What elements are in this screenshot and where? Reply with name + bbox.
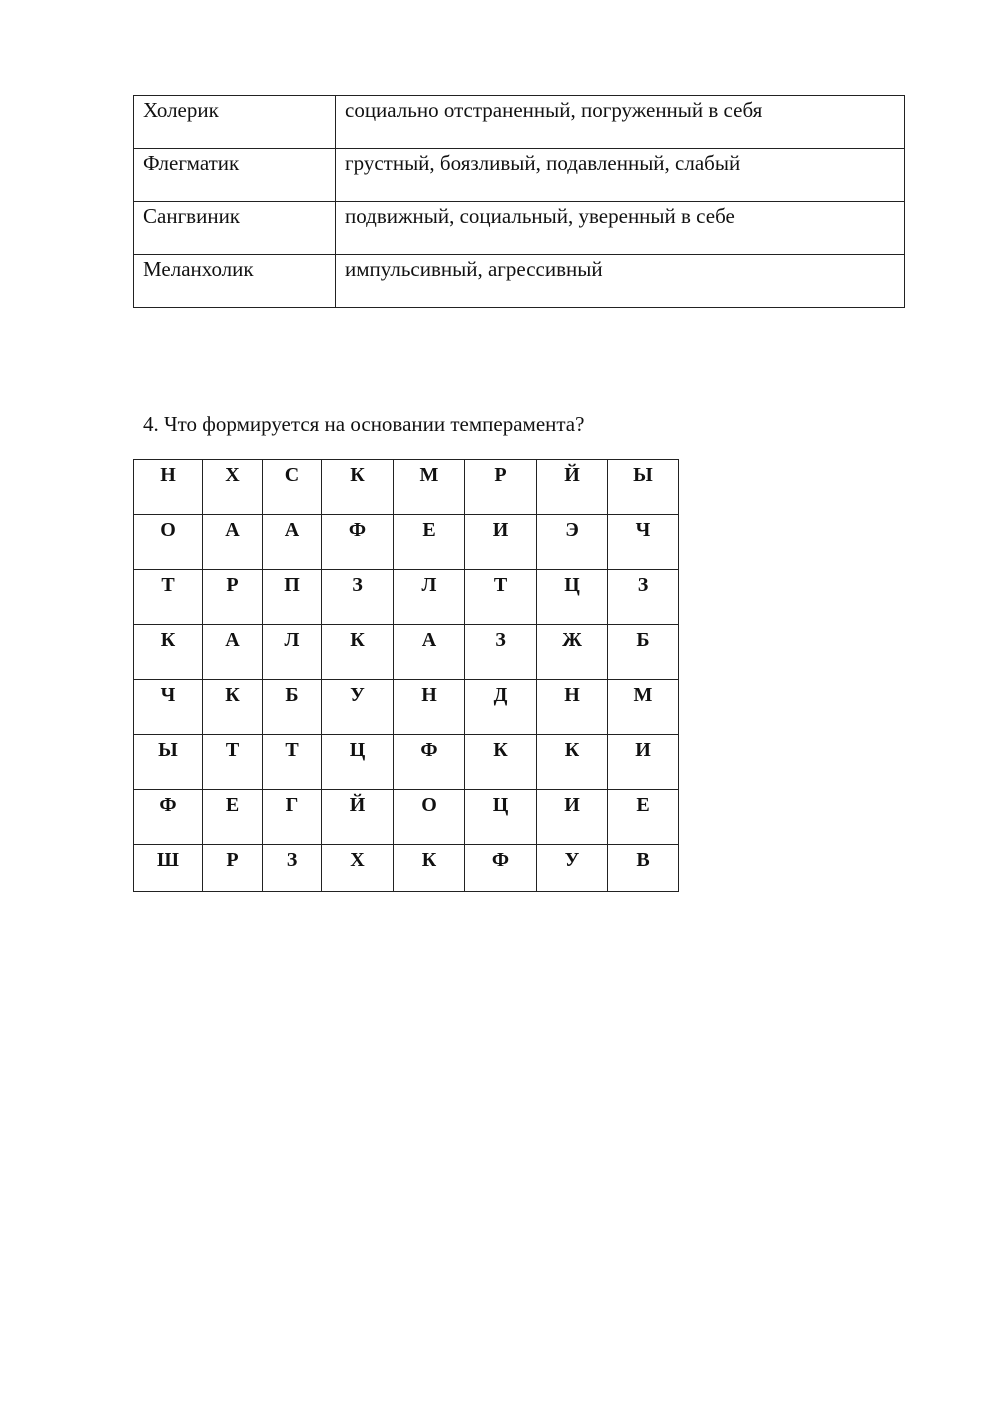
grid-letter-cell[interactable] — [608, 735, 679, 790]
table-row — [134, 202, 905, 255]
grid-letter: Д — [493, 684, 508, 706]
grid-row — [134, 735, 679, 790]
grid-letter-cell[interactable] — [203, 790, 263, 845]
grid-letter: А — [284, 519, 300, 541]
grid-letter-cell[interactable] — [608, 570, 679, 625]
grid-letter: У — [564, 849, 580, 871]
grid-letter-cell[interactable] — [134, 625, 203, 680]
grid-letter-cell[interactable] — [322, 625, 394, 680]
grid-letter-cell[interactable] — [134, 570, 203, 625]
grid-letter: Р — [226, 849, 239, 871]
grid-letter-cell[interactable] — [394, 515, 465, 570]
grid-letter-cell[interactable] — [263, 515, 322, 570]
grid-letter: Ш — [157, 849, 179, 871]
grid-letter-cell[interactable] — [465, 570, 537, 625]
grid-letter-cell[interactable] — [263, 790, 322, 845]
grid-letter: К — [160, 629, 176, 651]
grid-letter: О — [421, 794, 437, 816]
grid-letter: К — [225, 684, 240, 706]
grid-letter-cell[interactable] — [322, 570, 394, 625]
grid-letter: К — [421, 849, 437, 871]
grid-letter-cell[interactable] — [263, 735, 322, 790]
grid-letter: К — [493, 739, 508, 761]
temperament-description-label: подвижный, социальный, уверенный в себе — [345, 204, 735, 228]
grid-letter-cell[interactable] — [394, 735, 465, 790]
grid-letter-cell[interactable] — [394, 790, 465, 845]
grid-letter-cell[interactable] — [322, 845, 394, 892]
grid-letter-cell[interactable] — [394, 460, 465, 515]
temperament-match-table — [133, 95, 905, 308]
grid-letter: Л — [421, 574, 437, 596]
grid-letter-cell[interactable] — [394, 570, 465, 625]
grid-letter: Х — [225, 464, 240, 486]
temperament-type-label: Холерик — [143, 98, 219, 122]
grid-letter-cell[interactable] — [203, 845, 263, 892]
grid-letter: В — [636, 849, 650, 871]
grid-letter: Ч — [635, 519, 651, 541]
table-row — [134, 96, 905, 149]
question-4-text: 4. Что формируется на основании темперамента? — [143, 412, 585, 436]
grid-letter: Б — [285, 684, 299, 706]
temperament-description-label: социально отстраненный, погруженный в себя — [345, 98, 763, 122]
grid-letter: Ф — [159, 794, 177, 816]
grid-letter-cell[interactable] — [465, 845, 537, 892]
grid-letter: П — [284, 574, 300, 596]
grid-letter-cell[interactable] — [537, 790, 608, 845]
grid-letter: К — [350, 464, 365, 486]
grid-letter-cell[interactable] — [465, 515, 537, 570]
grid-letter-cell[interactable] — [322, 515, 394, 570]
grid-letter-cell[interactable] — [537, 515, 608, 570]
grid-letter-cell[interactable] — [322, 680, 394, 735]
grid-letter-cell[interactable] — [537, 845, 608, 892]
grid-letter: Ф — [420, 739, 438, 761]
grid-letter-cell[interactable] — [134, 680, 203, 735]
grid-row — [134, 845, 679, 892]
temperament-description-label: импульсивный, агрессивный — [345, 257, 603, 281]
grid-row — [134, 460, 679, 515]
grid-letter-cell[interactable] — [263, 460, 322, 515]
grid-letter-cell[interactable] — [322, 460, 394, 515]
grid-letter: Н — [160, 464, 176, 486]
grid-letter-cell[interactable] — [394, 680, 465, 735]
grid-letter: И — [564, 794, 580, 816]
grid-letter-cell[interactable] — [465, 625, 537, 680]
grid-letter: З — [637, 574, 649, 596]
grid-letter: Н — [421, 684, 437, 706]
grid-letter: Н — [564, 684, 580, 706]
table-row — [134, 255, 905, 308]
grid-letter: Т — [285, 739, 299, 761]
grid-letter: Ф — [348, 519, 367, 541]
grid-letter: М — [419, 464, 439, 486]
grid-letter: З — [495, 629, 506, 651]
temperament-description-cell[interactable] — [336, 96, 905, 149]
grid-letter: Ц — [564, 574, 580, 596]
grid-letter: Э — [565, 519, 579, 541]
grid-letter: Ч — [160, 684, 176, 706]
temperament-description-cell[interactable] — [336, 149, 905, 202]
grid-letter-cell[interactable] — [203, 570, 263, 625]
grid-letter: Б — [636, 629, 650, 651]
grid-letter-cell[interactable] — [134, 845, 203, 892]
grid-letter: Е — [636, 794, 650, 816]
grid-letter-cell[interactable] — [263, 845, 322, 892]
temperament-description-cell[interactable] — [336, 255, 905, 308]
grid-letter: А — [225, 519, 240, 541]
grid-letter: К — [350, 629, 365, 651]
grid-letter-cell[interactable] — [203, 625, 263, 680]
grid-letter: Е — [225, 794, 240, 816]
temperament-type-label: Флегматик — [143, 151, 240, 175]
grid-letter: Ж — [562, 629, 582, 651]
grid-letter: Й — [564, 464, 580, 486]
grid-letter-cell[interactable] — [322, 790, 394, 845]
grid-letter: Ф — [491, 849, 510, 871]
grid-letter: Ы — [633, 464, 653, 486]
grid-letter-cell[interactable] — [608, 625, 679, 680]
table-row — [134, 149, 905, 202]
grid-letter-cell[interactable] — [537, 680, 608, 735]
grid-letter-cell[interactable] — [263, 680, 322, 735]
grid-letter: Ы — [158, 739, 178, 761]
grid-row — [134, 515, 679, 570]
grid-letter: И — [635, 739, 651, 761]
grid-letter: Й — [349, 794, 366, 816]
grid-letter: У — [350, 684, 365, 706]
grid-letter: А — [225, 629, 240, 651]
grid-letter: Г — [285, 794, 299, 816]
grid-letter: М — [633, 684, 653, 706]
grid-letter-cell[interactable] — [465, 460, 537, 515]
grid-letter-cell[interactable] — [203, 735, 263, 790]
grid-row — [134, 680, 679, 735]
grid-letter-cell[interactable] — [608, 515, 679, 570]
grid-letter-cell[interactable] — [537, 570, 608, 625]
grid-letter: Р — [226, 574, 239, 596]
grid-letter: Р — [494, 464, 507, 486]
grid-letter-cell[interactable] — [263, 570, 322, 625]
grid-row — [134, 570, 679, 625]
grid-letter: И — [492, 519, 509, 541]
grid-letter-cell[interactable] — [465, 680, 537, 735]
grid-letter-cell[interactable] — [608, 845, 679, 892]
grid-letter: Т — [161, 574, 175, 596]
grid-letter-cell[interactable] — [394, 845, 465, 892]
temperament-type-cell[interactable] — [134, 149, 336, 202]
grid-letter: Ц — [349, 739, 366, 761]
grid-letter: С — [284, 464, 300, 486]
grid-letter-cell[interactable] — [608, 460, 679, 515]
grid-letter-cell[interactable] — [465, 790, 537, 845]
grid-letter-cell[interactable] — [203, 460, 263, 515]
grid-letter: Л — [284, 629, 300, 651]
grid-letter: Е — [422, 519, 436, 541]
temperament-type-cell[interactable] — [134, 255, 336, 308]
grid-letter: З — [286, 849, 298, 871]
grid-letter: Т — [493, 574, 508, 596]
grid-letter: Х — [350, 849, 365, 871]
grid-letter-cell[interactable] — [537, 735, 608, 790]
grid-letter-cell[interactable] — [134, 515, 203, 570]
temperament-description-label: грустный, боязливый, подавленный, слабый — [345, 151, 741, 175]
grid-letter-cell[interactable] — [134, 460, 203, 515]
grid-letter-cell[interactable] — [608, 790, 679, 845]
temperament-type-cell[interactable] — [134, 96, 336, 149]
grid-letter: А — [421, 629, 437, 651]
grid-letter: О — [160, 519, 176, 541]
temperament-type-label: Сангвиник — [143, 204, 241, 228]
grid-letter-cell[interactable] — [203, 680, 263, 735]
temperament-type-cell[interactable] — [134, 202, 336, 255]
grid-letter: Т — [225, 739, 240, 761]
grid-letter: К — [564, 739, 580, 761]
temperament-description-cell[interactable] — [336, 202, 905, 255]
grid-letter-cell[interactable] — [134, 790, 203, 845]
grid-row — [134, 790, 679, 845]
grid-letter-cell[interactable] — [608, 680, 679, 735]
grid-letter-cell[interactable] — [263, 625, 322, 680]
grid-letter: З — [352, 574, 363, 596]
grid-letter: Ц — [492, 794, 509, 816]
grid-letter-cell[interactable] — [203, 515, 263, 570]
grid-letter-cell[interactable] — [537, 460, 608, 515]
grid-row — [134, 625, 679, 680]
grid-letter-cell[interactable] — [537, 625, 608, 680]
grid-letter-cell[interactable] — [394, 625, 465, 680]
word-search-grid — [133, 459, 679, 892]
grid-letter-cell[interactable] — [322, 735, 394, 790]
grid-letter-cell[interactable] — [134, 735, 203, 790]
grid-letter-cell[interactable] — [465, 735, 537, 790]
temperament-type-label: Меланхолик — [143, 257, 254, 281]
